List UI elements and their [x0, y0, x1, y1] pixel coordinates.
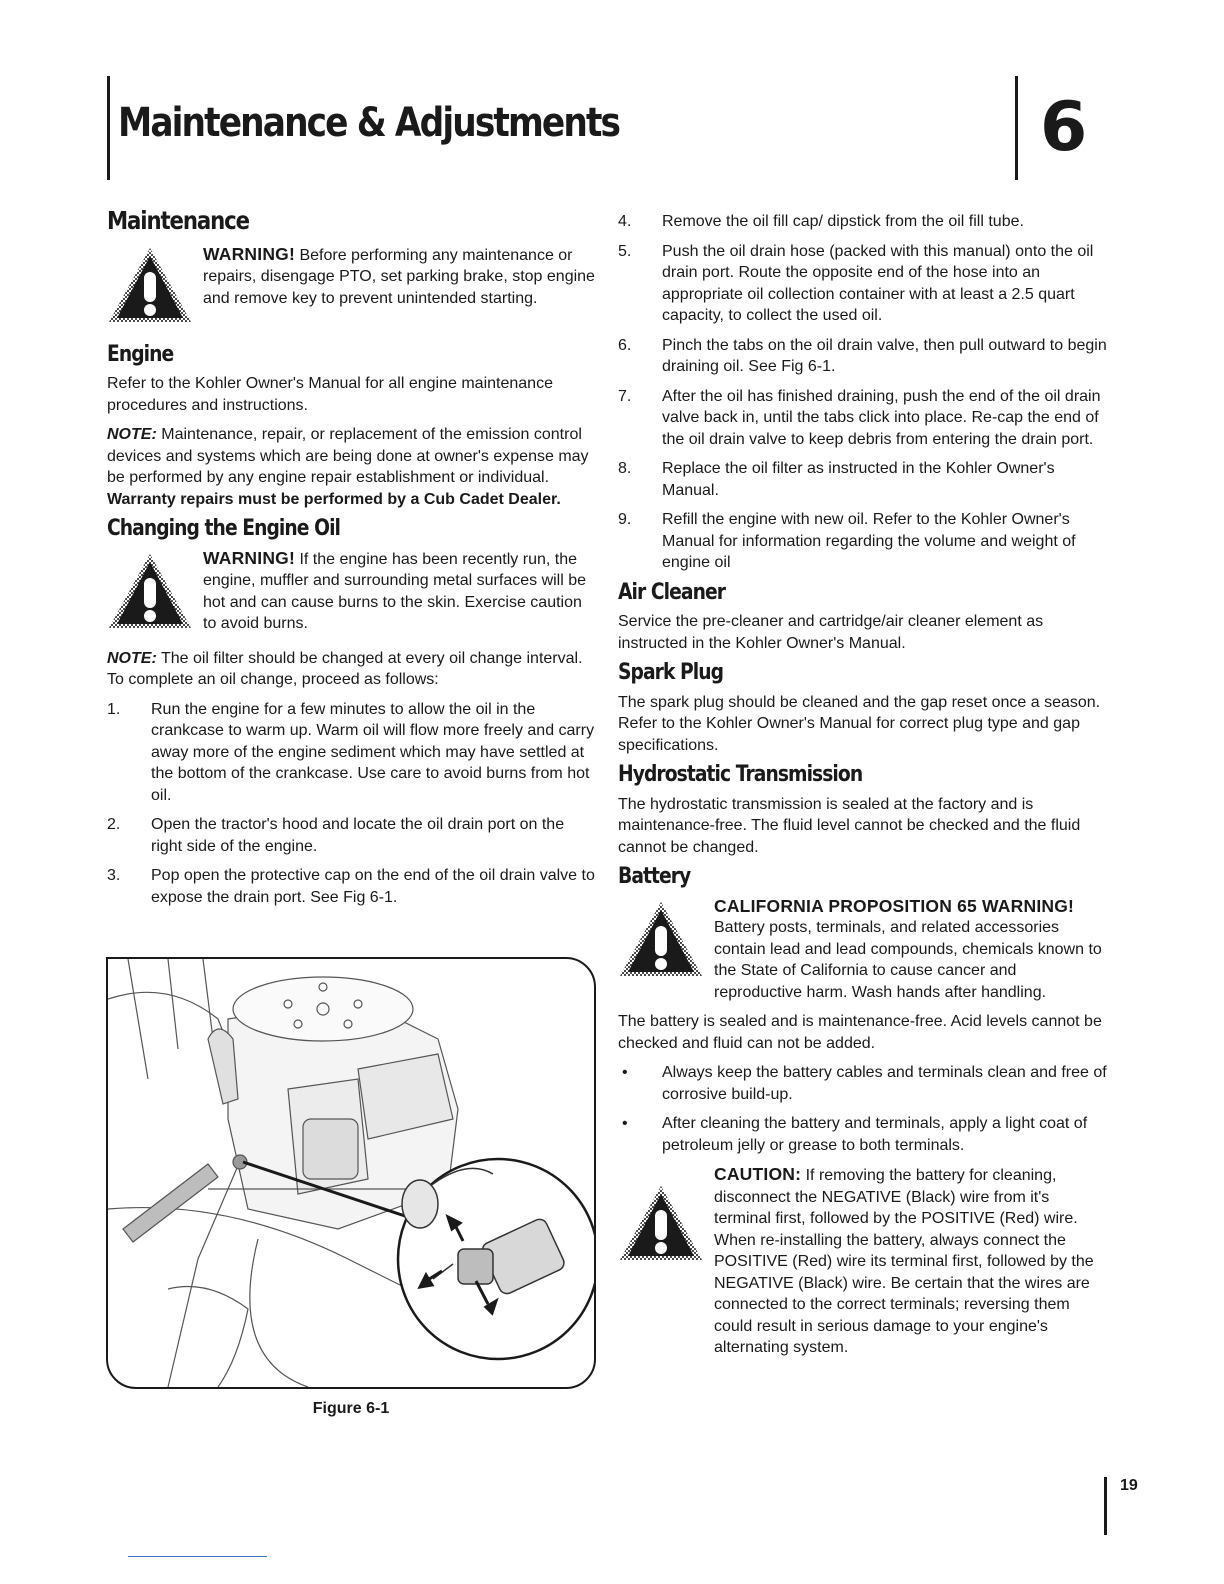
heading-battery: Battery [618, 864, 691, 889]
warning-triangle-icon [618, 900, 704, 978]
note-label: NOTE: [107, 649, 157, 667]
note-text: Maintenance, repair, or replacement of the emission control devices and systems which are being done at owner's expense may be performed by any engine repair establishment or individual. [107, 426, 589, 486]
footer-line [128, 1556, 267, 1557]
step-text: Push the oil drain hose (packed with this manual) onto the oil drain port. Route the opposite end of the hose into an appropriate oil collection container with at least a 2.5 quart capacity, to collect the used oil. [662, 242, 1094, 324]
list-item [107, 865, 597, 908]
bullet-text: Always keep the battery cables and terminals clean and free of corrosive build-up. [662, 1064, 1107, 1103]
hydrostatic-text: The hydrostatic transmission is sealed at the factory and is maintenance-free. The fluid level cannot be checked and the fluid cannot be changed. [618, 795, 1081, 856]
engine-note [107, 424, 597, 510]
step-number: 8. [618, 460, 632, 477]
warning-hot-engine [107, 548, 597, 640]
step-number: 6. [618, 336, 632, 354]
heading-air-cleaner: Air Cleaner [618, 579, 725, 605]
page-number-rule [1104, 1477, 1107, 1535]
note-text: The oil filter should be changed at every oil change interval. To complete an oil change, proceed as follows: [107, 649, 583, 688]
list-item [618, 211, 1108, 233]
list-item [618, 241, 1108, 327]
warranty-note: Warranty repairs must be performed by a Cub Cadet Dealer. [107, 490, 561, 508]
page-number: 19 [1120, 1477, 1138, 1494]
heading-engine: Engine [107, 341, 174, 367]
step-text: Refill the engine with new oil. Refer to the Kohler Owner's Manual for information regarding the volume and weight of engine oil [662, 511, 1076, 571]
step-text: Pop open the protective cap on the end of the oil drain valve to expose the drain port. See Fig 6-1. [151, 867, 595, 906]
list-item [618, 335, 1108, 378]
step-text: After the oil has finished draining, push the end of the oil drain valve back in, until the tabs click into place. Re-cap the end of the oil drain valve to keep debris from entering the drain port. [662, 387, 1101, 448]
step-number: 9. [618, 511, 632, 528]
warning-triangle-icon [618, 1184, 704, 1262]
list-item [107, 814, 597, 857]
warning-text: Battery posts, terminals, and related accessories contain lead and lead compounds, chemicals known to the State of California to cause cancer and reproductive harm. Wash hands after handling. [714, 919, 1102, 1001]
engine-paragraph: Refer to the Kohler Owner's Manual for all engine maintenance procedures and instructions. [107, 375, 553, 414]
left-column [107, 206, 597, 916]
warning-text: Before performing any maintenance or repairs, disengage PTO, set parking brake, stop engine and remove key to prevent unintended starting. [203, 246, 595, 307]
warning-label: WARNING! [203, 547, 296, 568]
figure-caption: Figure 6-1 [312, 1400, 390, 1417]
list-item [618, 386, 1108, 451]
warning-label: CALIFORNIA PROPOSITION 65 WARNING! [714, 895, 1075, 916]
step-text: Replace the oil filter as instructed in the Kohler Owner's Manual. [662, 460, 1055, 499]
step-number: 7. [618, 387, 632, 405]
bullet-text: After cleaning the battery and terminals, apply a light coat of petroleum jelly or grease to both terminals. [662, 1115, 1088, 1154]
spark-plug-text: The spark plug should be cleaned and the gap reset once a season. Refer to the Kohler Owner's Manual for correct plug type and gap specifications. [618, 693, 1101, 754]
oil-steps-left [107, 699, 597, 909]
step-text: Run the engine for a few minutes to allow the oil in the crankcase to warm up. Warm oil will flow more freely and carry away more of the engine sediment which may have settled at the bottom of the crankcase. Use care to avoid burns from hot oil. [151, 700, 595, 804]
step-number: 3. [107, 867, 121, 884]
step-number: 2. [107, 816, 121, 833]
battery-paragraph: The battery is sealed and is maintenance-free. Acid levels cannot be checked and fluid can not be added. [618, 1013, 1102, 1052]
heading-changing-oil: Changing the Engine Oil [107, 516, 341, 541]
list-item [618, 458, 1108, 501]
note-label: NOTE: [107, 426, 157, 443]
page-title: Maintenance & Adjustments [118, 100, 620, 146]
warning-triangle-icon [107, 246, 193, 324]
warning-prop65 [618, 896, 1108, 1004]
chapter-rule [1015, 76, 1018, 180]
warning-label: WARNING! [203, 243, 296, 264]
title-rule [107, 76, 110, 180]
battery-bullets [618, 1062, 1108, 1156]
figure-6-1 [106, 957, 596, 1389]
oil-note [107, 648, 597, 691]
section-title-maintenance: Maintenance [107, 206, 249, 235]
step-number: 1. [107, 700, 121, 718]
step-text: Open the tractor's hood and locate the oil drain port on the right side of the engine. [151, 816, 565, 855]
caution-text: If removing the battery for cleaning, disconnect the NEGATIVE (Black) wire from it's terminal first, followed by the POSITIVE (Red) wire. When re-installing the battery, always connect the POSITIVE (Red) wire its terminal first, followed by the NEGATIVE (Black) wire. Be certain that the wires are connected to the correct terminals; reversing them could result in serious damage to your engine's alternating system. [714, 1167, 1094, 1356]
air-cleaner-text: Service the pre-cleaner and cartridge/air cleaner element as instructed in the Kohler Owner's Manual. [618, 613, 1044, 652]
list-item [618, 1113, 1108, 1156]
bullet-glyph: • [622, 1115, 628, 1132]
bullet-glyph: • [622, 1064, 628, 1081]
heading-hydrostatic: Hydrostatic Transmission [618, 762, 863, 787]
list-item [618, 1062, 1108, 1105]
list-item [107, 699, 597, 807]
heading-spark-plug: Spark Plug [618, 660, 724, 685]
list-item [618, 509, 1108, 574]
warning-text: If the engine has been recently run, the engine, muffler and surrounding metal surfaces will be hot and can cause burns to the skin. Exercise caution to avoid burns. [203, 550, 587, 632]
warning-maintenance [107, 242, 597, 336]
step-number: 5. [618, 242, 632, 260]
chapter-number: 6 [1040, 88, 1088, 167]
step-number: 4. [618, 213, 632, 230]
engine-illustration [108, 959, 594, 1387]
right-column [618, 211, 1108, 1367]
step-text: Pinch the tabs on the oil drain valve, then pull outward to begin draining oil. See Fig 6-1. [662, 336, 1107, 375]
caution-label: CAUTION: [714, 1164, 802, 1184]
warning-triangle-icon [107, 552, 193, 630]
oil-steps-right [618, 211, 1108, 574]
caution-battery [618, 1164, 1108, 1359]
step-text: Remove the oil fill cap/ dipstick from the oil fill tube. [662, 213, 1024, 230]
